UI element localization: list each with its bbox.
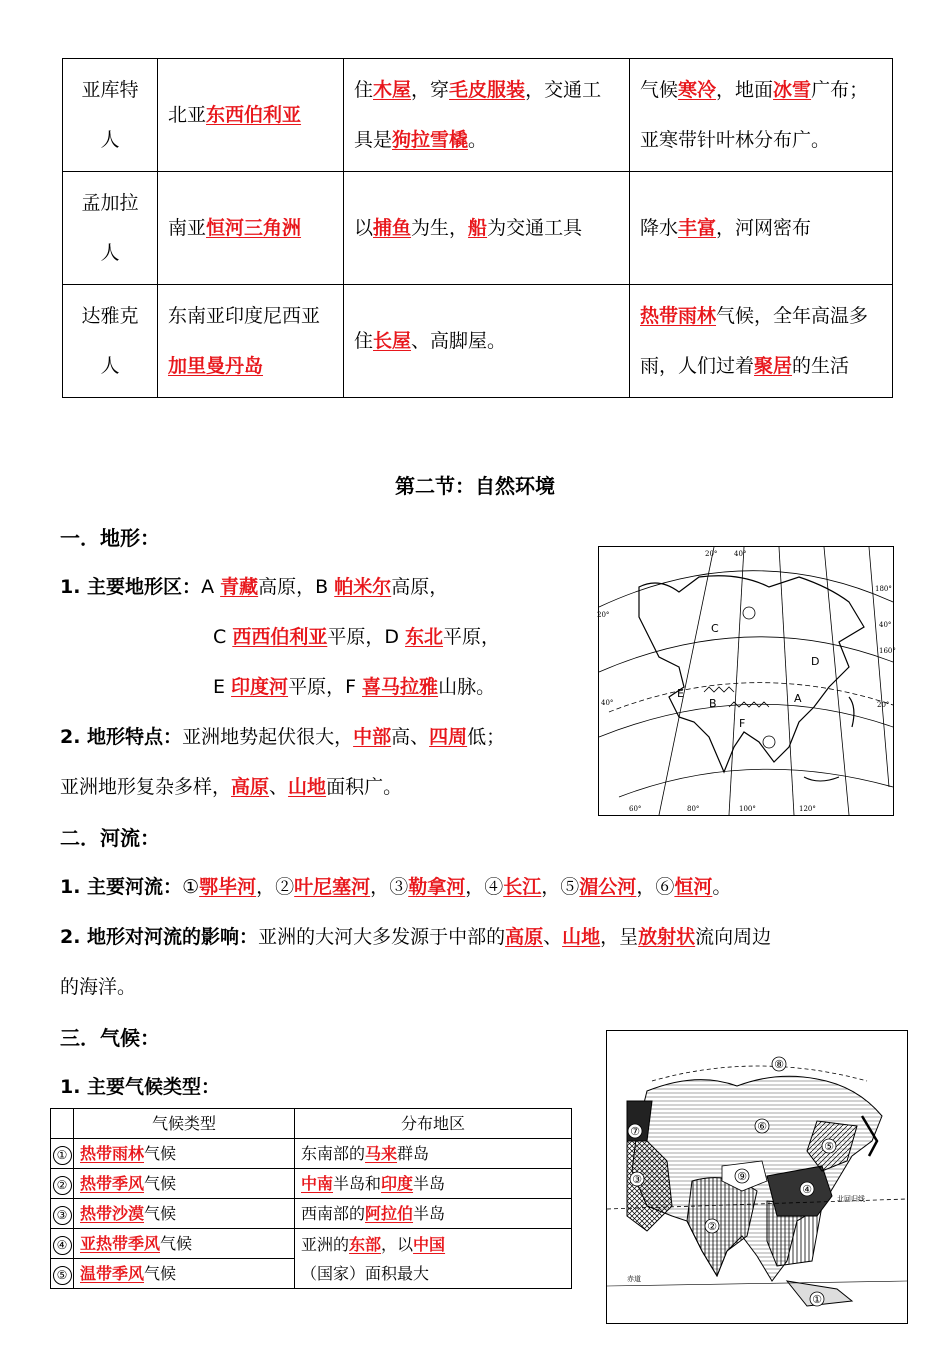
climate-map — [606, 1030, 908, 1324]
people-name: 达雅克人 — [63, 285, 158, 398]
map-label: 120° — [799, 805, 816, 813]
table-row — [63, 172, 893, 285]
terrain-map — [598, 546, 894, 816]
people-region: 南亚恒河三角洲 — [158, 172, 344, 285]
map-letter: D — [811, 655, 820, 668]
table-row — [63, 59, 893, 172]
map-label: 80° — [687, 805, 700, 813]
zone-label: ⑨ — [737, 1170, 747, 1183]
people-region: 北亚东西伯利亚 — [158, 59, 344, 172]
map-label: 20° — [705, 550, 718, 558]
people-life: 住长屋、高脚屋。 — [344, 285, 630, 398]
table-row: ② 热带季风气候 中南半岛和印度半岛 — [51, 1169, 572, 1199]
map-letter: A — [794, 692, 802, 705]
zone-label: ① — [812, 1293, 822, 1306]
people-name: 孟加拉人 — [63, 172, 158, 285]
rivers-item2-cont: 的海洋。 — [60, 976, 137, 998]
map-letter: F — [739, 717, 746, 730]
people-region: 东南亚印度尼西亚加里曼丹岛 — [158, 285, 344, 398]
map-label: 40° — [734, 550, 747, 558]
terrain-item2: 2. 地形特点：亚洲地势起伏很大，中部高、四周低； — [60, 726, 506, 748]
people-life: 住木屋，穿毛皮服装，交通工具是狗拉雪橇。 — [344, 59, 630, 172]
map-label: 20° — [877, 701, 890, 709]
climate-item1: 1. 主要气候类型： — [60, 1076, 221, 1098]
rivers-heading: 二．河流： — [60, 826, 160, 850]
table-row: ⑤ 温带季风气候 — [51, 1259, 572, 1289]
col-region: 分布地区 — [295, 1109, 572, 1139]
people-life: 以捕鱼为生，船为交通工具 — [344, 172, 630, 285]
people-env: 热带雨林气候，全年高温多雨，人们过着聚居的生活 — [630, 285, 893, 398]
map-label: 40° — [879, 621, 892, 629]
table-row: ① 热带雨林气候 东南部的马来群岛 — [51, 1139, 572, 1169]
climate-heading: 三．气候： — [60, 1026, 160, 1050]
col-type: 气候类型 — [74, 1109, 295, 1139]
zone-label: ④ — [802, 1183, 812, 1196]
peoples-table — [62, 58, 893, 398]
map-label: 20° — [597, 611, 610, 619]
zone-label: ⑥ — [757, 1120, 767, 1133]
zone-label: ⑤ — [824, 1140, 834, 1153]
map-label: 40° — [601, 699, 614, 707]
equator-label: 赤道 — [627, 1275, 641, 1283]
terrain-heading: 一．地形： — [60, 526, 160, 550]
climate-table — [50, 1108, 572, 1289]
table-header — [51, 1109, 572, 1139]
table-row: ④ 亚热带季风气候 亚洲的东部，以中国 （国家）面积最大 — [51, 1229, 572, 1259]
map-label: 180° — [875, 585, 892, 593]
people-name: 亚库特人 — [63, 59, 158, 172]
table-row: ③ 热带沙漠气候 西南部的阿拉伯半岛 — [51, 1199, 572, 1229]
terrain-item1: 1. 主要地形区：A 青藏高原，B 帕米尔高原， — [60, 576, 449, 598]
zone-label: ③ — [632, 1173, 642, 1186]
map-letter: E — [677, 687, 684, 700]
zone-label: ⑧ — [774, 1058, 784, 1071]
table-row — [63, 285, 893, 398]
map-letter: C — [711, 622, 719, 635]
rivers-item1: 1. 主要河流：①鄂毕河，②叶尼塞河，③勒拿河，④长江，⑤湄公河，⑥恒河。 — [60, 876, 732, 898]
map-letter: B — [709, 697, 717, 710]
terrain-item1-cont2: E 印度河平原，F 喜马拉雅山脉。 — [213, 676, 496, 698]
people-env: 气候寒冷，地面冰雪广布；亚寒带针叶林分布广。 — [630, 59, 893, 172]
terrain-item1-cont: C 西西伯利亚平原，D 东北平原， — [213, 626, 501, 648]
map-label: 100° — [739, 805, 756, 813]
section-title: 第二节：自然环境 — [395, 474, 555, 498]
people-env: 降水丰富，河网密布 — [630, 172, 893, 285]
zone-label: ② — [707, 1220, 717, 1233]
map-label: 60° — [629, 805, 642, 813]
tropic-label: 北回归线 — [837, 1195, 865, 1203]
terrain-item2-cont: 亚洲地形复杂多样，高原、山地面积广。 — [60, 776, 403, 798]
map-label: 160° — [879, 647, 896, 655]
zone-label: ⑦ — [630, 1125, 640, 1138]
rivers-item2: 2. 地形对河流的影响：亚洲的大河大多发源于中部的高原、山地，呈放射状流向周边 — [60, 926, 772, 948]
